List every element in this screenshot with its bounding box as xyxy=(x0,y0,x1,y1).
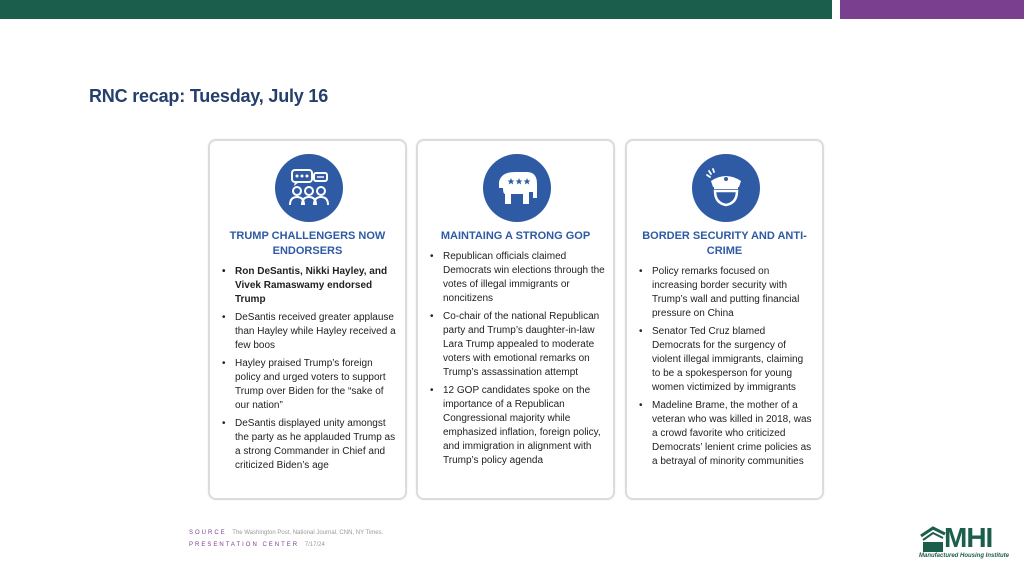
page-title: RNC recap: Tuesday, July 16 xyxy=(89,86,329,106)
list-item: • Policy remarks focused on increasing border security with Trump’s wall and putting financial pressure on China xyxy=(637,265,814,321)
republican-elephant-icon xyxy=(483,154,551,222)
presentation-center-label: PRESENTATION CENTER xyxy=(189,542,300,548)
bullet-list xyxy=(220,265,397,477)
list-item: • DeSantis displayed unity amongst the party as he applauded Trump as a strong Commander in Chief and criticized Biden’s age xyxy=(220,417,397,473)
list-item: • Co-chair of the national Republican party and Trump’s daughter-in-law Lara Trump appealed to moderate voters with emotional remarks on Trump’s assassination attempt xyxy=(428,310,605,380)
top-accent-bar-green xyxy=(0,0,832,19)
bullet-list xyxy=(637,265,814,473)
list-item: • 12 GOP candidates spoke on the importance of a Republican Congressional majority while emphasized inflation, foreign policy, and immigration in alignment with Trump’s policy agenda xyxy=(428,384,605,468)
presentation-date: 7/17/24 xyxy=(304,542,325,548)
list-item: • Hayley praised Trump’s foreign policy and urged voters to support Trump over Biden for the “sake of our nation” xyxy=(220,357,397,413)
top-accent-bar-purple xyxy=(840,0,1024,19)
border-officer-icon xyxy=(692,154,760,222)
logo-subtitle: Manufactured Housing Institute xyxy=(919,553,1009,559)
card-border-security xyxy=(625,139,824,500)
bullet-list xyxy=(428,250,605,472)
source-text: The Washington Post, National Journal, CNN, NY Times. xyxy=(232,530,384,536)
card-heading: MAINTAING A STRONG GOP xyxy=(440,230,591,242)
card-heading: BORDER SECURITY AND ANTI-CRIME xyxy=(642,230,807,257)
card-trump-challengers xyxy=(208,139,407,500)
list-item: • Republican officials claimed Democrats win elections through the votes of illegal immigrants or noncitizens xyxy=(428,250,605,306)
source-line xyxy=(189,527,383,539)
card-strong-gop xyxy=(416,139,615,500)
people-speech-icon xyxy=(275,154,343,222)
card-heading: TRUMP CHALLENGERS NOW ENDORSERS xyxy=(229,230,386,257)
list-item: • Ron DeSantis, Nikki Hayley, and Vivek Ramaswamy endorsed Trump xyxy=(220,265,397,307)
house-roof-icon xyxy=(919,524,947,552)
list-item: • Madeline Brame, the mother of a veteran who was killed in 2018, was a crowd favorite who criticized Democrats’ lenient crime policies as a betrayal of minority communities xyxy=(637,399,814,469)
logo-text: MHI xyxy=(944,522,993,553)
mhi-logo xyxy=(917,522,1012,562)
presentation-center-line xyxy=(189,539,383,551)
list-item: • DeSantis received greater applause than Hayley while Hayley received a few boos xyxy=(220,311,397,353)
list-item: • Senator Ted Cruz blamed Democrats for the surgency of violent illegal immigrants, claiming to be a spokesperson for young women victimized by immigrants xyxy=(637,325,814,395)
source-footer xyxy=(189,527,383,551)
source-label: SOURCE xyxy=(189,530,227,536)
